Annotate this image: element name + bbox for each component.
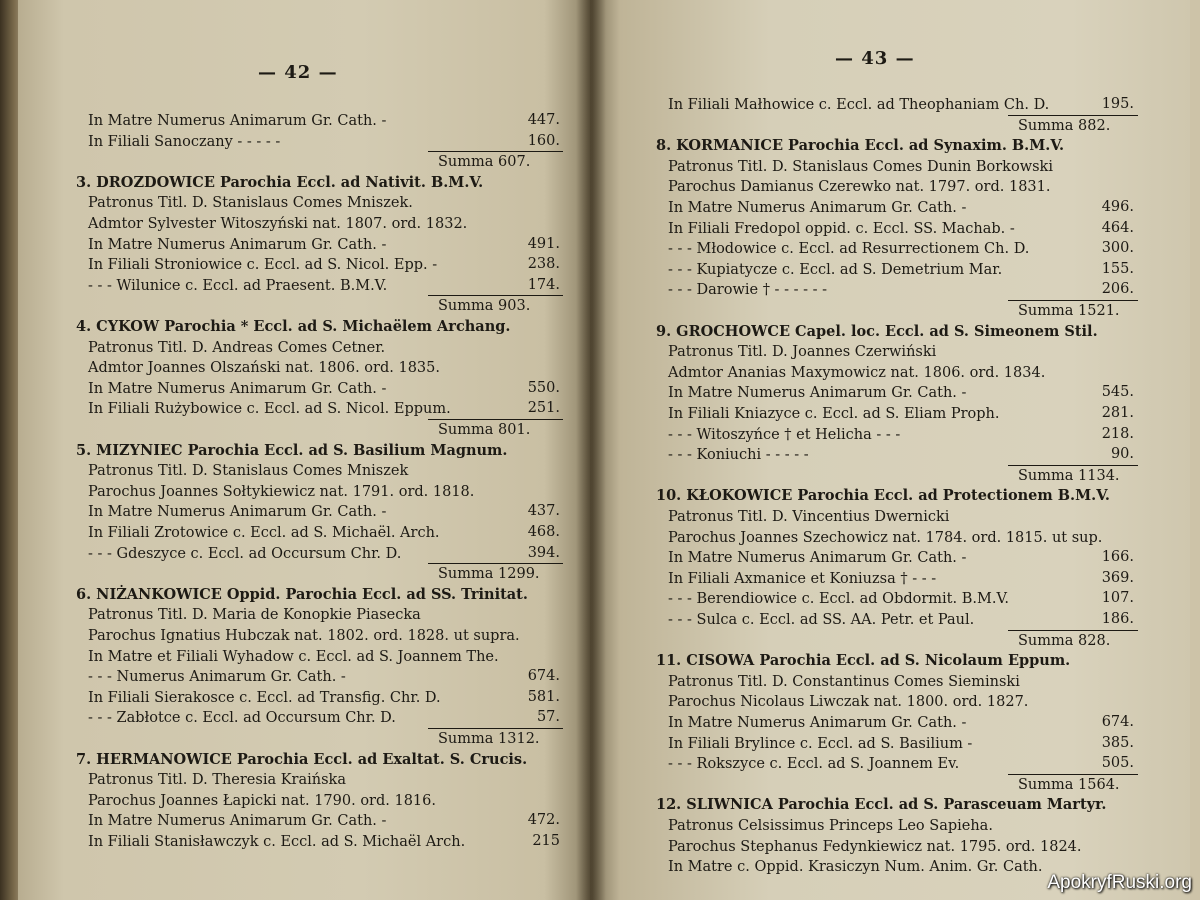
text-line: Patronus Titl. D. Constantinus Comes Sieminski (668, 673, 1020, 690)
soul-count-value: 505. (1101, 755, 1134, 772)
text-line: In Filiali Kniazyce c. Eccl. ad S. Eliam Proph. (668, 406, 1000, 422)
text-line: In Matre Numerus Animarum Gr. Cath. - (668, 385, 967, 402)
soul-count-value: 369. (1101, 569, 1134, 586)
text-line: Patronus Titl. D. Stanislaus Comes Mniszek. (88, 195, 413, 212)
parish-entry-heading: 7. HERMANOWICE Parochia Eccl. ad Exaltat. S. Crucis. (76, 750, 528, 768)
summa-rule (428, 563, 563, 564)
soul-count-value: 281. (1101, 405, 1134, 421)
soul-count-value: 195. (1101, 96, 1134, 112)
text-line: - - - Młodowice c. Eccl. ad Resurrectionem Ch. D. (668, 241, 1030, 258)
soul-count-value: 472. (527, 812, 560, 829)
text-line: - - - Sulca c. Eccl. ad SS. AA. Petr. et Paul. (668, 612, 975, 628)
soul-count-value: 464. (1101, 219, 1134, 236)
soul-count-value: 218. (1101, 425, 1134, 442)
summa-rule (1008, 300, 1138, 301)
parish-entry-heading: 6. NIŻANKOWICE Oppid. Parochia Eccl. ad SS. Trinitat. (76, 585, 528, 603)
soul-count-value: 496. (1101, 199, 1134, 215)
text-line: Patronus Titl. D. Stanislaus Comes Dunin Borkowski (668, 158, 1053, 175)
soul-count-value: 394. (527, 544, 560, 561)
watermark: ApokryfRuski.org (1047, 872, 1192, 893)
text-line: In Filiali Sierakosce c. Eccl. ad Transfig. Chr. D. (88, 689, 441, 706)
text-line: In Matre Numerus Animarum Gr. Cath. - (88, 813, 387, 830)
text-line: In Filiali Sanoczany - - - - - (88, 133, 281, 150)
text-line: In Matre Numerus Animarum Gr. Cath. - (88, 504, 387, 521)
soul-count-value: 90. (1110, 446, 1134, 463)
parish-entry-heading: 8. KORMANICE Parochia Eccl. ad Synaxim. B.M.V. (656, 137, 1065, 155)
text-line: Patronus Titl. D. Maria de Konopkie Piasecka (88, 607, 421, 624)
parish-entry-heading: 4. CYKOW Parochia * Eccl. ad S. Michaëlem Archang. (76, 318, 511, 335)
text-line: Patronus Titl. D. Stanislaus Comes Mniszek (88, 463, 409, 480)
soul-count-value: 160. (527, 132, 560, 149)
soul-count-value: 674. (527, 668, 560, 685)
summa-line: Summa 828. (1018, 632, 1111, 649)
soul-count-value: 550. (527, 379, 560, 396)
text-line: In Filiali Stroniowice c. Eccl. ad S. Nicol. Epp. - (88, 257, 438, 274)
soul-count-value: 206. (1101, 281, 1134, 298)
text-line: Parochus Damianus Czerewko nat. 1797. ord. 1831. (668, 179, 1051, 196)
text-line: In Matre Numerus Animarum Gr. Cath. - (88, 236, 387, 253)
parish-entry-heading: 12. SLIWNICA Parochia Eccl. ad S. Parasceuam Martyr. (656, 796, 1107, 814)
text-line: Parochus Stephanus Fedynkiewicz nat. 1795. ord. 1824. (668, 838, 1082, 855)
summa-line: Summa 882. (1018, 117, 1111, 134)
text-line: In Matre Numerus Animarum Gr. Cath. - (88, 113, 387, 129)
soul-count-value: 581. (527, 688, 560, 705)
soul-count-value: 186. (1101, 611, 1134, 627)
text-line: In Filiali Stanisławczyk c. Eccl. ad S. Michaël Arch. (88, 834, 466, 850)
text-line: - - - Gdeszyce c. Eccl. ad Occursum Chr. D. (88, 545, 402, 562)
parish-entry-heading: 9. GROCHOWCE Capel. loc. Eccl. ad S. Simeonem Stil. (656, 322, 1098, 340)
left-page (18, 0, 590, 900)
text-line: Admtor Ananias Maxymowicz nat. 1806. ord. 1834. (668, 364, 1046, 381)
text-line: - - - Numerus Animarum Gr. Cath. - (88, 669, 346, 686)
summa-line: Summa 1521. (1018, 303, 1120, 319)
soul-count-value: 215 (532, 833, 560, 849)
text-line: In Filiali Małhowice c. Eccl. ad Theophaniam Ch. D. (668, 97, 1050, 113)
soul-count-value: 468. (527, 524, 560, 540)
summa-line: Summa 1134. (1018, 467, 1120, 484)
summa-rule (428, 295, 563, 296)
summa-rule (428, 419, 563, 420)
text-line: - - - Rokszyce c. Eccl. ad S. Joannem Ev. (668, 756, 960, 773)
soul-count-value: 57. (536, 709, 560, 726)
soul-count-value: 107. (1101, 590, 1134, 607)
parish-entry-heading: 10. KŁOKOWICE Parochia Eccl. ad Protectionem B.M.V. (656, 487, 1110, 505)
summa-rule (428, 151, 563, 152)
text-line: - - - Zabłotce c. Eccl. ad Occursum Chr. D. (88, 710, 396, 727)
summa-rule (1008, 115, 1138, 116)
text-line: In Matre c. Oppid. Krasiczyn Num. Anim. Gr. Cath. (668, 859, 1043, 876)
summa-line: Summa 903. (438, 298, 531, 315)
text-line: - - - Kupiatycze c. Eccl. ad S. Demetrium Mar. (668, 261, 1003, 278)
parish-entry-heading: 3. DROZDOWICE Parochia Eccl. ad Nativit. B.M.V. (76, 173, 484, 191)
summa-rule (1008, 465, 1138, 466)
text-line: In Filiali Zrotowice c. Eccl. ad S. Michaël. Arch. (88, 525, 440, 541)
parish-entry-heading: 5. MIZYNIEC Parochia Eccl. ad S. Basilium Magnum. (76, 441, 508, 459)
soul-count-value: 251. (527, 400, 560, 417)
text-line: - - - Witoszyńce † et Helicha - - - (668, 426, 901, 443)
parish-entry-heading: 11. CISOWA Parochia Eccl. ad S. Nicolaum Eppum. (656, 652, 1071, 670)
summa-rule (1008, 774, 1138, 775)
text-line: Parochus Joannes Sołtykiewicz nat. 1791. ord. 1818. (88, 483, 475, 500)
text-line: - - - Wilunice c. Eccl. ad Praesent. B.M.V. (88, 277, 388, 294)
page-number: — 43 — (835, 48, 915, 69)
text-line: - - - Berendiowice c. Eccl. ad Obdormit. B.M.V. (668, 591, 1009, 608)
text-line: In Matre Numerus Animarum Gr. Cath. - (668, 715, 967, 731)
soul-count-value: 166. (1101, 549, 1134, 566)
text-line: In Matre et Filiali Wyhadow c. Eccl. ad S. Joannem The. (88, 648, 499, 665)
text-line: - - - Koniuchi - - - - - (668, 447, 809, 464)
text-line: - - - Darowie † - - - - - - (668, 282, 827, 299)
summa-line: Summa 1564. (1018, 776, 1120, 793)
summa-line: Summa 1299. (438, 566, 540, 583)
text-line: In Filiali Fredopol oppid. c. Eccl. SS. Machab. - (668, 220, 1015, 237)
text-line: Patronus Titl. D. Joannes Czerwiński (668, 344, 937, 361)
summa-rule (1008, 630, 1138, 631)
text-line: Parochus Joannes Szechowicz nat. 1784. ord. 1815. ut sup. (668, 529, 1103, 546)
text-line: Admtor Joannes Olszański nat. 1806. ord. 1835. (88, 360, 440, 377)
summa-rule (428, 728, 563, 729)
soul-count-value: 385. (1101, 734, 1134, 751)
soul-count-value: 491. (527, 235, 560, 252)
text-line: Patronus Titl. D. Andreas Comes Cetner. (88, 339, 386, 356)
text-line: Parochus Nicolaus Liwczak nat. 1800. ord. 1827. (668, 694, 1029, 711)
text-line: In Matre Numerus Animarum Gr. Cath. - (88, 380, 387, 397)
summa-line: Summa 607. (438, 154, 531, 171)
summa-line: Summa 1312. (438, 731, 540, 747)
soul-count-value: 300. (1101, 240, 1134, 257)
text-line: In Filiali Brylince c. Eccl. ad S. Basilium - (668, 735, 973, 752)
text-line: Parochus Ignatius Hubczak nat. 1802. ord. 1828. ut supra. (88, 628, 520, 644)
summa-line: Summa 801. (438, 422, 531, 438)
soul-count-value: 674. (1101, 714, 1134, 730)
text-line: Parochus Joannes Łapicki nat. 1790. ord. 1816. (88, 792, 436, 809)
text-line: Patronus Titl. D. Vincentius Dwernicki (668, 509, 950, 525)
text-line: Patronus Celsissimus Princeps Leo Sapieha. (668, 818, 993, 834)
right-page (590, 0, 1190, 900)
book-gutter (576, 0, 606, 900)
soul-count-value: 545. (1101, 384, 1134, 401)
soul-count-value: 174. (527, 276, 560, 293)
soul-count-value: 238. (527, 256, 560, 273)
text-line: Patronus Titl. D. Theresia Kraińska (88, 772, 346, 789)
text-line: Admtor Sylvester Witoszyński nat. 1807. ord. 1832. (88, 216, 468, 232)
text-line: In Filiali Axmanice et Koniuzsa † - - - (668, 570, 937, 587)
page-number: — 42 — (258, 62, 338, 83)
soul-count-value: 155. (1101, 260, 1134, 277)
soul-count-value: 447. (527, 112, 560, 128)
text-line: In Filiali Rużybowice c. Eccl. ad S. Nicol. Eppum. (88, 401, 451, 418)
soul-count-value: 437. (527, 503, 560, 520)
text-line: In Matre Numerus Animarum Gr. Cath. - (668, 200, 967, 216)
text-line: In Matre Numerus Animarum Gr. Cath. - (668, 550, 967, 567)
